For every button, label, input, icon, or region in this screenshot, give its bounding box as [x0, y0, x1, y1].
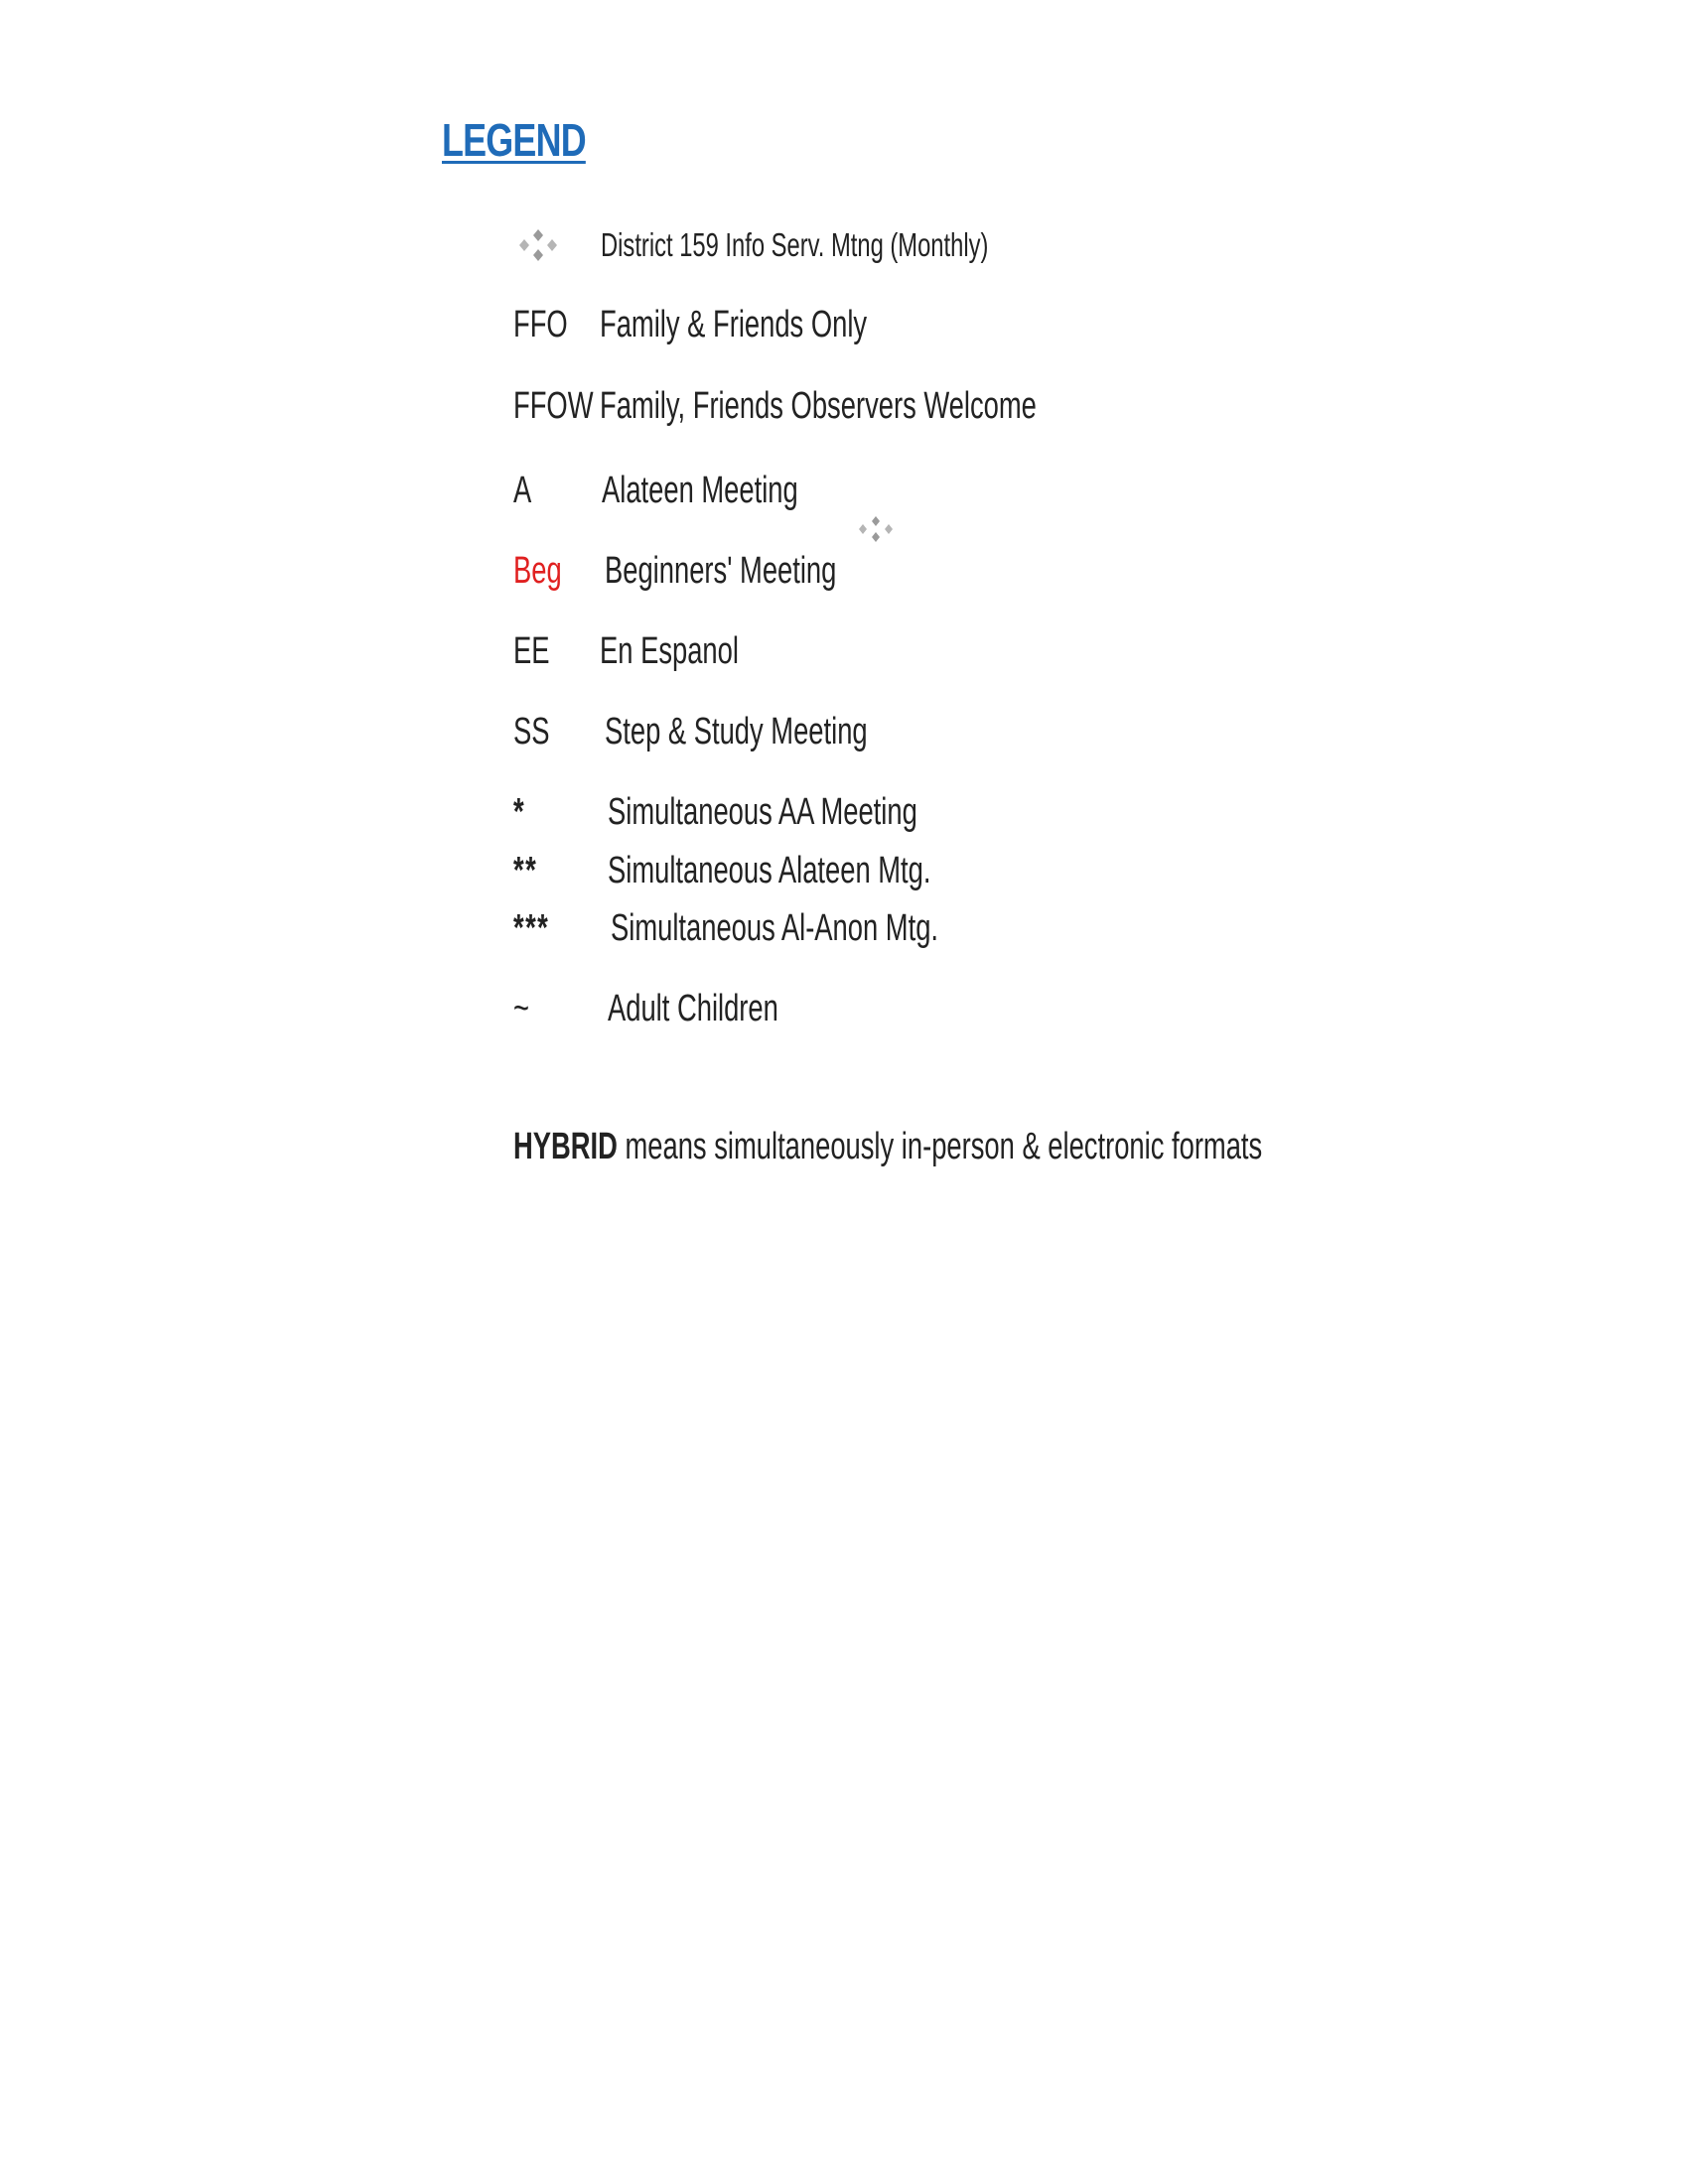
legend-item-code: ** [513, 850, 538, 891]
legend-item-description: Simultaneous Alateen Mtg. [608, 850, 931, 891]
legend-item-description: Simultaneous AA Meeting [608, 791, 917, 833]
legend-item-description: Family, Friends Observers Welcome [600, 385, 1037, 427]
legend-item-description: Adult Children [608, 988, 778, 1029]
legend-item-code: Beg [513, 550, 562, 592]
legend-item-description: Alateen Meeting [602, 470, 798, 511]
hybrid-definition [513, 1122, 1262, 1171]
legend-item-description: En Espanol [600, 630, 739, 672]
hybrid-definition-text: means simultaneously in-person & electronic formats [617, 1126, 1263, 1167]
legend-item-code: EE [513, 630, 550, 672]
legend-item-description: Step & Study Meeting [605, 711, 868, 752]
legend-item-description: Simultaneous Al-Anon Mtg. [611, 907, 939, 949]
legend-item-description: Beginners' Meeting [605, 550, 837, 592]
four-diamond-icon [518, 227, 558, 263]
four-diamond-icon [858, 514, 894, 549]
legend-item-code: *** [513, 907, 550, 949]
legend-item-description: Family & Friends Only [600, 304, 868, 345]
legend-item-description: District 159 Info Serv. Mtng (Monthly) [601, 226, 989, 263]
legend-item-code: FFOW [513, 385, 594, 427]
hybrid-term: HYBRID [513, 1126, 618, 1167]
legend-item-code: A [513, 470, 532, 511]
legend-item-code: ~ [513, 988, 529, 1029]
legend-item-code: FFO [513, 304, 568, 345]
legend-item-code: * [513, 791, 526, 833]
legend-item-code: SS [513, 711, 550, 752]
legend-title: LEGEND [442, 114, 586, 166]
